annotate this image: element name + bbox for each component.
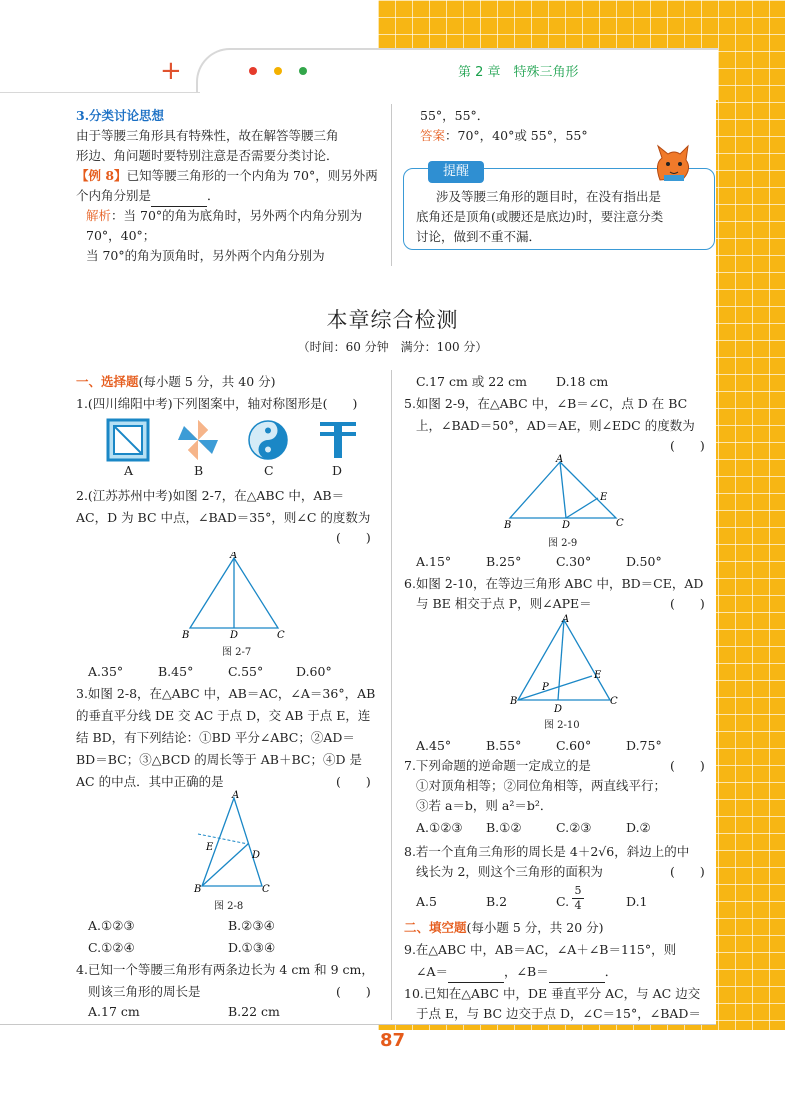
- method-line-2: 形边、角问题时要特别注意是否需要分类讨论．: [76, 148, 339, 163]
- example-tag: 【例 8】: [76, 168, 127, 183]
- option-d-label: D: [332, 463, 343, 478]
- part1-note: (每小题 5 分，共 40 分): [138, 374, 276, 389]
- fig29-label-d: D: [562, 520, 571, 531]
- figure-2-9-caption: 图 2-9: [548, 538, 578, 549]
- answer-tag: 答案: [420, 128, 446, 143]
- question-8-paren: ( ): [670, 864, 705, 879]
- example-end: ．: [207, 188, 220, 203]
- part2-note: (每小题 5 分，共 20 分): [466, 920, 604, 935]
- q3-option-c[interactable]: C.①②④: [88, 940, 135, 955]
- footer-rule: [0, 1024, 716, 1025]
- question-3-paren: ( ): [336, 774, 371, 789]
- plus-icon: +: [160, 56, 182, 86]
- analysis-tag: 解析: [86, 208, 112, 223]
- q5-option-d[interactable]: D.50°: [626, 554, 662, 569]
- q5-option-c[interactable]: C.30°: [556, 554, 592, 569]
- part1-heading: [76, 372, 276, 392]
- segment-de-29: [566, 498, 598, 518]
- q9-b-label: ，∠B＝: [504, 964, 549, 979]
- column-divider: [391, 370, 392, 1020]
- figure-2-8-caption: 图 2-8: [214, 901, 244, 912]
- question-6-paren: ( ): [670, 596, 705, 611]
- q8-option-d[interactable]: D.1: [626, 894, 648, 909]
- fig210-label-c: C: [610, 696, 618, 707]
- fig27-label-d: D: [230, 630, 239, 641]
- example-line-2: [76, 186, 220, 207]
- figure-2-7: [180, 552, 290, 642]
- q5-option-a[interactable]: A.15°: [416, 554, 452, 569]
- option-a-pattern[interactable]: [104, 418, 152, 462]
- figure-2-7-caption: 图 2-7: [222, 647, 252, 658]
- reminder-line-1: 涉及等腰三角形的题目时，在没有指出是: [436, 189, 662, 204]
- option-c-yinyang[interactable]: [244, 418, 292, 462]
- method-line-1: 由于等腰三角形具有特殊性，故在解答等腰三角: [76, 128, 339, 143]
- question-2-line-1: 2.(江苏苏州中考)如图 2-7，在△ABC 中，AB＝: [76, 488, 345, 503]
- q5-option-b[interactable]: B.25°: [486, 554, 522, 569]
- fig28-label-b: B: [194, 884, 202, 895]
- answer-blank[interactable]: [151, 186, 207, 207]
- part2-title: 二、填空题: [404, 920, 467, 935]
- fig28-label-a: A: [232, 790, 240, 801]
- q4-option-b[interactable]: B.22 cm: [228, 1004, 280, 1019]
- question-3-line-5: AC 的中点．其中正确的是: [76, 774, 224, 789]
- question-5-paren: ( ): [670, 438, 705, 453]
- q4-option-d[interactable]: D.18 cm: [556, 374, 609, 389]
- fraction-denominator: 4: [574, 899, 582, 912]
- fig210-label-b: B: [510, 696, 518, 707]
- question-2-line-2: AC，D 为 BC 中点，∠BAD＝35°，则∠C 的度数为: [76, 510, 371, 525]
- fig27-label-b: B: [182, 630, 190, 641]
- green-dot-icon: [299, 67, 307, 75]
- question-10-line-1: 10.已知在△ABC 中，DE 垂直平分 AC，与 AC 边交: [404, 986, 701, 1001]
- red-dot-icon: [249, 67, 257, 75]
- q8-fraction: [572, 884, 584, 913]
- answer-line: [420, 126, 588, 146]
- question-6-line-1: 6.如图 2-10，在等边三角形 ABC 中，BD＝CE，AD: [404, 576, 704, 591]
- chapter-title: 第 2 章 特殊三角形: [458, 65, 579, 80]
- q3-option-b[interactable]: B.②③④: [228, 918, 275, 933]
- q8-option-b[interactable]: B.2: [486, 894, 508, 909]
- triangle-abc-210: [518, 620, 610, 700]
- page-number: 87: [379, 1030, 406, 1051]
- q8-option-c[interactable]: C.: [556, 894, 570, 909]
- header-cover: [0, 92, 716, 102]
- fig28-label-e: E: [206, 842, 214, 853]
- question-3-line-2: 的垂直平分线 DE 交 AC 于点 D，交 AB 于点 E，连: [76, 708, 371, 723]
- fig210-label-a: A: [562, 614, 570, 625]
- fig210-label-d: D: [554, 704, 563, 715]
- question-7-paren: ( ): [670, 758, 705, 773]
- option-b-pinwheel[interactable]: [174, 418, 222, 462]
- question-8-line-1: 8.若一个直角三角形的周长是 4＋2√6，斜边上的中: [404, 844, 690, 859]
- question-7-line-3: ③若 a＝b，则 a²＝b²．: [416, 798, 553, 813]
- analysis-text-1: ：当 70°的角为底角时，另外两个内角分别为: [111, 208, 363, 223]
- q7-option-d[interactable]: D.②: [626, 820, 651, 835]
- figure-2-9: [500, 454, 630, 534]
- question-7-line-1: 7.下列命题的逆命题一定成立的是: [404, 758, 591, 773]
- question-6-line-2: 与 BE 相交于点 P，则∠APE＝: [416, 596, 592, 611]
- q4-option-c[interactable]: C.17 cm 或 22 cm: [416, 374, 528, 389]
- fig210-label-e: E: [594, 670, 602, 681]
- yellow-dot-icon: [274, 67, 282, 75]
- question-4-paren: ( ): [336, 984, 371, 999]
- answer-continued: 55°，55°．: [420, 108, 490, 123]
- q7-option-c[interactable]: C.②③: [556, 820, 592, 835]
- question-4-line-2: 则该三角形的周长是: [88, 984, 201, 999]
- part2-heading: [404, 918, 604, 938]
- q6-option-a[interactable]: A.45°: [416, 738, 452, 753]
- question-3-line-1: 3.如图 2-8，在△ABC 中，AB＝AC，∠A＝36°，AB: [76, 686, 376, 701]
- option-d-pattern[interactable]: [314, 418, 362, 462]
- fig27-label-a: A: [230, 552, 238, 561]
- question-2-paren: ( ): [336, 530, 371, 545]
- q9-a-label: ∠A＝: [416, 964, 449, 979]
- part1-title: 一、选择题: [76, 374, 139, 389]
- analysis-line-2: 70°，40°；: [86, 228, 156, 243]
- fig29-label-b: B: [504, 520, 512, 531]
- figure-2-10-caption: 图 2-10: [544, 720, 580, 731]
- example-line-1: [76, 166, 378, 186]
- method-heading: 3.分类讨论思想: [76, 108, 165, 123]
- header-rule: [0, 92, 200, 93]
- question-8-line-2: 线长为 2，则这个三角形的面积为: [416, 864, 603, 879]
- section-subtitle: （时间：60 分钟 满分：100 分）: [297, 340, 488, 354]
- question-1: 1.(四川绵阳中考)下列图案中，轴对称图形是( ): [76, 396, 358, 411]
- figure-2-8: [190, 790, 280, 896]
- q2-option-b[interactable]: B.45°: [158, 664, 194, 679]
- answer-text: ：70°，40°或 55°，55°: [445, 128, 588, 143]
- option-a-label: A: [124, 463, 134, 478]
- option-b-label: B: [194, 463, 204, 478]
- q2-option-c[interactable]: C.55°: [228, 664, 264, 679]
- question-3-line-3: 结 BD，有下列结论：①BD 平分∠ABC；②AD＝: [76, 730, 355, 745]
- q2-option-d[interactable]: D.60°: [296, 664, 332, 679]
- figure-2-10: [506, 612, 626, 716]
- question-4-line-1: 4.已知一个等腰三角形有两条边长为 4 cm 和 9 cm，: [76, 962, 374, 977]
- fraction-numerator: 5: [572, 884, 584, 899]
- example-text-2: 个内角分别是: [76, 188, 152, 203]
- q9-end: ．: [604, 964, 618, 979]
- q9-b-blank[interactable]: [549, 962, 605, 983]
- fig210-label-p: P: [542, 682, 549, 693]
- segment-ad-210: [558, 620, 564, 700]
- question-5-line-2: 上，∠BAD＝50°，AD＝AE，则∠EDC 的度数为: [416, 418, 695, 433]
- fig29-label-a: A: [556, 454, 564, 465]
- q7-option-a[interactable]: A.①②③: [416, 820, 463, 835]
- fig27-label-c: C: [277, 630, 285, 641]
- q3-option-a[interactable]: A.①②③: [88, 918, 135, 933]
- fig29-label-e: E: [600, 492, 608, 503]
- segment-ad-29: [560, 462, 566, 518]
- q6-option-c[interactable]: C.60°: [556, 738, 592, 753]
- q3-option-d[interactable]: D.①③④: [228, 940, 276, 955]
- example-text: 已知等腰三角形的一个内角为 70°，则另外两: [126, 168, 378, 183]
- q7-option-b[interactable]: B.①②: [486, 820, 522, 835]
- section-title: 本章综合检测: [326, 308, 459, 332]
- column-divider-top: [391, 104, 392, 266]
- question-9-line-1: 9.在△ABC 中，AB＝AC，∠A＋∠B＝115°，则: [404, 942, 677, 957]
- q6-option-b[interactable]: B.55°: [486, 738, 522, 753]
- reminder-tag: 提醒: [428, 161, 484, 183]
- q9-a-blank[interactable]: [448, 962, 504, 983]
- q4-option-a[interactable]: A.17 cm: [88, 1004, 140, 1019]
- option-c-label: C: [264, 463, 274, 478]
- question-7-line-2: ①对顶角相等；②同位角相等，两直线平行；: [416, 778, 667, 793]
- q6-option-d[interactable]: D.75°: [626, 738, 662, 753]
- fig28-label-d: D: [252, 850, 261, 861]
- analysis-line-1: [86, 206, 362, 226]
- reminder-line-2: 底角还是顶角(或腰还是底边)时，要注意分类: [416, 209, 664, 224]
- fig29-label-c: C: [616, 518, 624, 529]
- question-3-line-4: BD＝BC；③△BCD 的周长等于 AB＋BC；④D 是: [76, 752, 362, 767]
- reminder-line-3: 讨论，做到不重不漏．: [416, 229, 542, 244]
- question-10-line-2: 于点 E，与 BC 边交于点 D，∠C＝15°，∠BAD＝: [416, 1006, 701, 1021]
- fig28-label-c: C: [262, 884, 270, 895]
- question-9-line-2: [416, 962, 617, 983]
- question-5-line-1: 5.如图 2-9，在△ABC 中，∠B＝∠C，点 D 在 BC: [404, 396, 688, 411]
- analysis-line-3: 当 70°的角为顶角时，另外两个内角分别为: [86, 248, 325, 263]
- fox-mascot-icon: [650, 142, 700, 184]
- q8-option-a[interactable]: A.5: [416, 894, 437, 909]
- q2-option-a[interactable]: A.35°: [88, 664, 124, 679]
